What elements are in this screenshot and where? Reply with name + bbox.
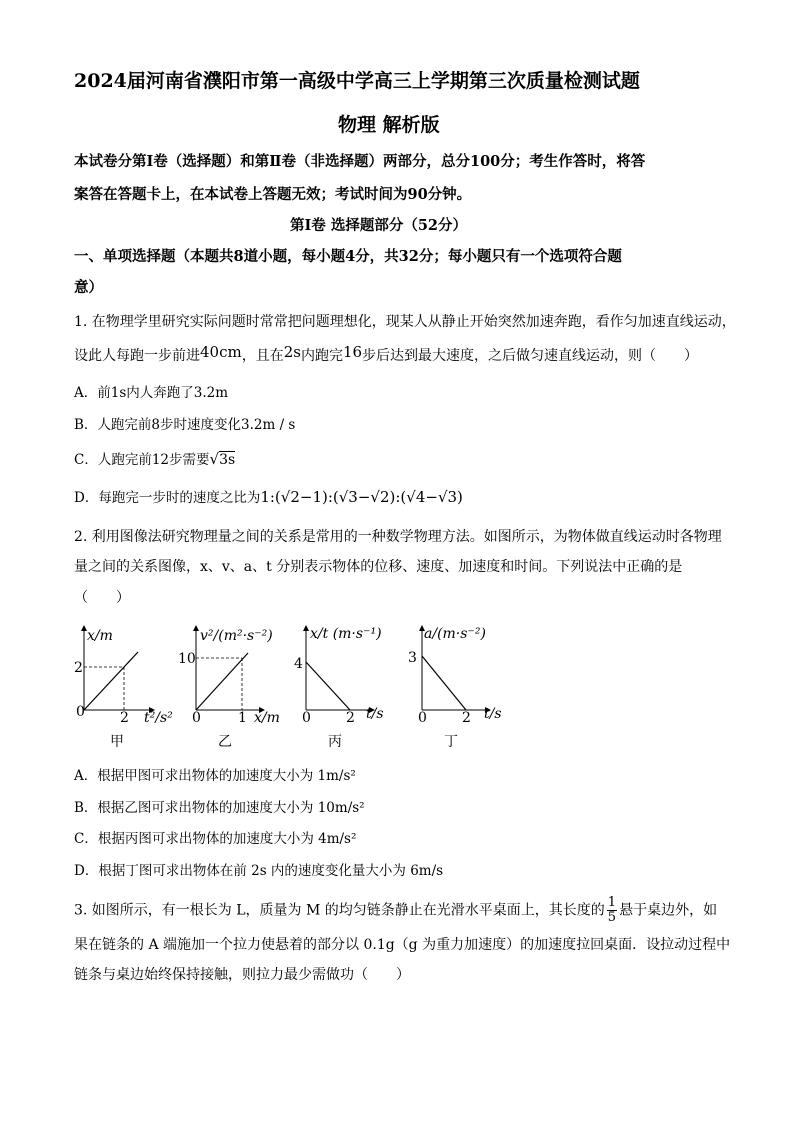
q2-option-b: B．根据乙图可求出物体的加速度大小为 10m/s² [74,800,365,816]
q1-stem-line-2: 设此人每跑一步前进40cm，且在2s内跑完16步后达到最大速度，之后做匀速直线运动，则（ ） [74,343,699,364]
graph-ding-caption: 丁 [444,734,458,750]
q2-stem-line-2: 量之间的关系图像，x、v、a、t 分别表示物体的位移、速度、加速度和时间。下列说法中正确的是 [74,559,683,575]
q2-option-d: D．根据丁图可求出物体在前 2s 内的速度变化量大小为 6m/s [74,863,444,879]
graph-bing-caption: 丙 [328,734,342,750]
graph-yi [178,628,280,750]
graph-jia-ytick: 2 [74,660,83,676]
graph-bing-xlabel: t/s [366,706,384,722]
q3-stem-line-2: 果在链条的 A 端施加一个拉力使悬着的部分以 0.1g（g 为重力加速度）的加速度拉回桌面．设拉动过程中 [74,937,731,953]
q3-fraction: $\frac{1}{5}$ [607,895,617,925]
q2-stem-line-1: 2. 利用图像法研究物理量之间的关系是常用的一种数学物理方法。如图所示，为物体做直线运动时各物理 [74,529,722,545]
graph-yi-ytick: 10 [178,651,196,667]
graph-bing [294,626,384,750]
graph-ding-xlabel: t/s [484,706,502,722]
document-title: 2024届河南省濮阳市第一高级中学高三上学期第三次质量检测试题 [74,70,640,92]
section-heading: 第Ⅰ卷 选择题部分（52分） [290,217,468,234]
graph-yi-ylabel: v²/(m²·s⁻²) [200,628,273,644]
intro-line-1: 本试卷分第Ⅰ卷（选择题）和第Ⅱ卷（非选择题）两部分，总分100分；考生作答时，将答 [74,153,646,170]
graph-jia-origin: 0 [76,704,85,720]
graph-bing-origin: 0 [302,710,311,726]
q3-stem-line-3: 链条与桌边始终保持接触，则拉力最少需做功（ ） [74,967,410,983]
part-heading-line-1: 一、单项选择题（本题共8道小题，每小题4分，共32分；每小题只有一个选项符合题 [74,248,622,265]
graph-ding-ytick: 3 [408,650,417,666]
graph-ding-xtick: 2 [462,710,471,726]
q2-graphs-figure [70,618,530,753]
q3-stem-line-1: 3. 如图所示，有一根长为 L，质量为 M 的均匀链条静止在光滑水平桌面上，其长度的 $\frac{1}{5}$ 悬于桌边外，如 [74,895,718,925]
graph-jia-ylabel: x/m [87,628,113,644]
graph-yi-caption: 乙 [218,734,232,750]
q1-stem-line-1: 1. 在物理学里研究实际问题时常常把问题理想化，现某人从静止开始突然加速奔跑，看作匀加速直线运动， [74,314,736,330]
graph-jia-xtick: 2 [120,710,129,726]
graph-yi-xtick: 1 [238,710,247,726]
q1-option-a: A．前1s内人奔跑了3.2m [74,385,229,401]
intro-line-2: 案答在答题卡上，在本试卷上答题无效；考试时间为90分钟。 [74,186,472,203]
q1-option-d: D．每跑完一步时的速度之比为1:(√2−1):(√3−√2):(√4−√3) [74,488,463,506]
graph-bing-ylabel: x/t (m·s⁻¹) [310,626,382,642]
part-heading-line-2: 意） [74,279,103,296]
q2-option-c: C．根据丙图可求出物体的加速度大小为 4m/s² [74,831,357,847]
graph-bing-ytick: 4 [294,656,303,672]
q2-option-a: A．根据甲图可求出物体的加速度大小为 1m/s² [74,768,356,784]
graph-bing-xtick: 2 [346,710,355,726]
graph-jia-caption: 甲 [110,734,124,750]
graph-jia [74,628,173,750]
graph-jia-xlabel: t²/s² [144,710,173,726]
graph-ding-ylabel: a/(m·s⁻²) [424,626,486,642]
q2-stem-line-3: （ ） [74,590,130,606]
graph-ding-origin: 0 [418,710,427,726]
graph-yi-xlabel: x/m [254,710,280,726]
q1-option-c: C．人跑完前12步需要√3s [74,450,236,468]
graph-yi-origin: 0 [192,710,201,726]
graph-ding [408,626,502,750]
document-subtitle: 物理 解析版 [338,114,440,136]
q1-option-b: B．人跑完前8步时速度变化3.2m / s [74,417,296,433]
